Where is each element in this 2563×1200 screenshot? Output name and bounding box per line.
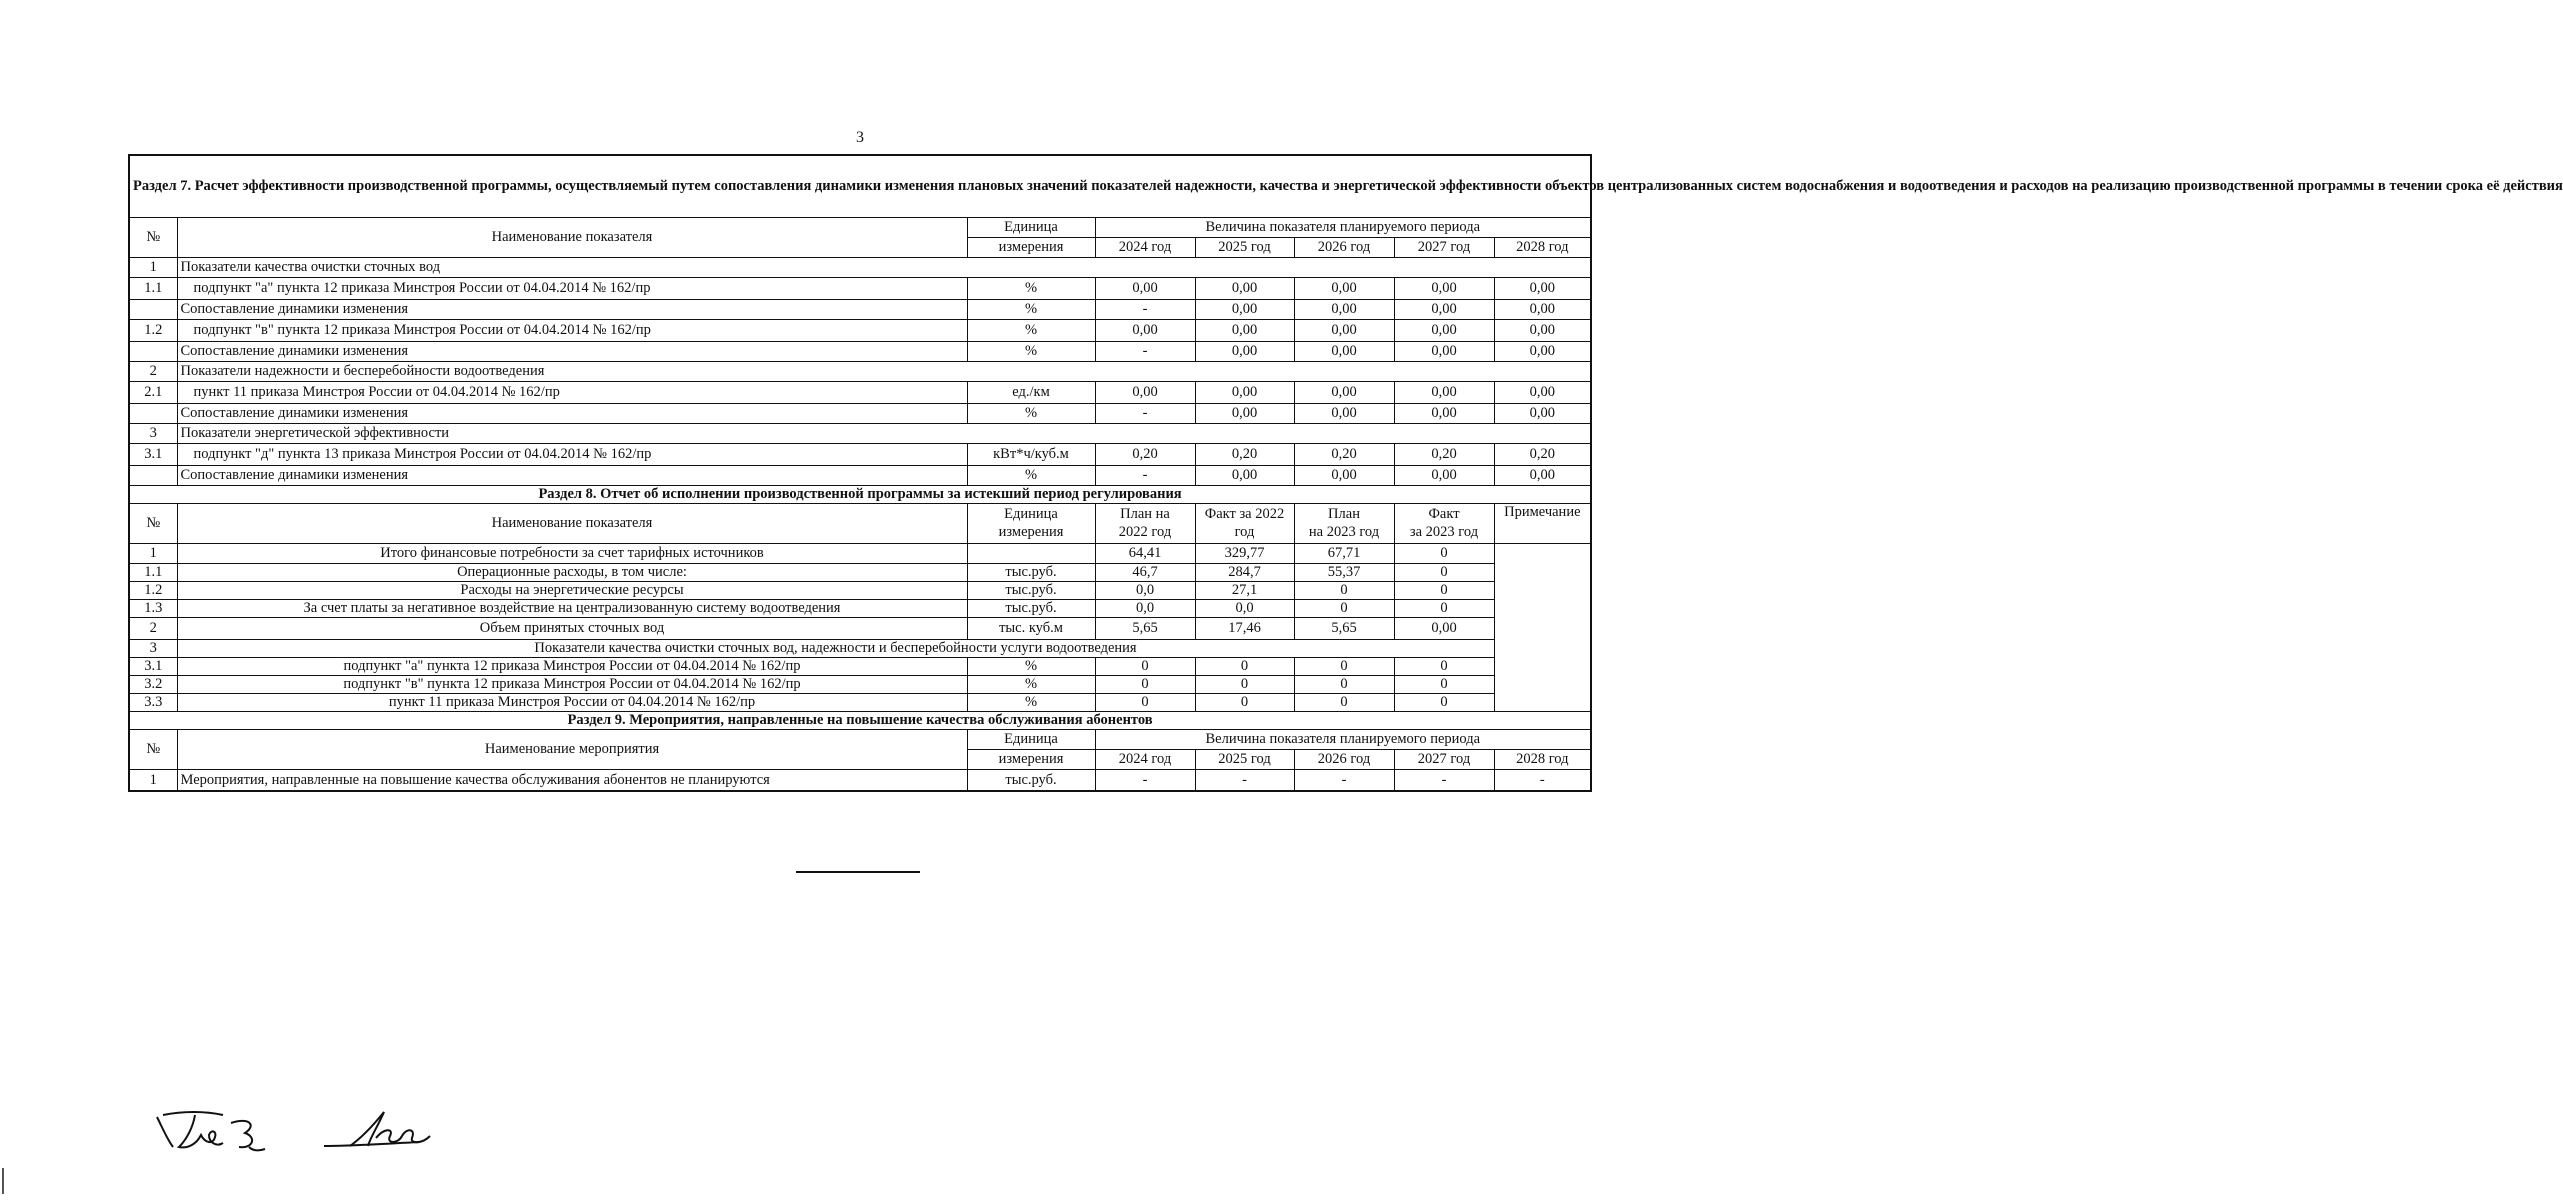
row-value: 0,0	[1195, 599, 1294, 617]
group-label: Показатели качества очистки сточных вод	[177, 257, 1591, 277]
table-row	[129, 403, 1591, 423]
row-value: 0,00	[1195, 341, 1294, 361]
main-table	[128, 154, 2563, 792]
row-value: 329,77	[1195, 543, 1294, 563]
table-row	[129, 599, 1591, 617]
table-row	[129, 277, 1591, 299]
col-period-header: Величина показателя планируемого периода	[1095, 217, 1591, 237]
col-num-header: №	[129, 503, 177, 543]
row-value: 284,7	[1195, 563, 1294, 581]
row-num: 2	[129, 617, 177, 639]
row-unit: %	[967, 675, 1095, 693]
section9-title: Раздел 9. Мероприятия, направленные на повышение качества обслуживания абонентов	[129, 711, 1591, 729]
row-value: 0	[1294, 599, 1394, 617]
row-name: За счет платы за негативное воздействие на централизованную систему водоотведения	[177, 599, 967, 617]
row-num: 3	[129, 639, 177, 657]
row-value: 0,00	[1195, 299, 1294, 319]
row-value: 0	[1195, 675, 1294, 693]
row-num: 1	[129, 769, 177, 791]
header-line: План	[1328, 506, 1360, 522]
table-row	[129, 617, 1591, 639]
row-value: 0,00	[1494, 403, 1591, 423]
signature-left	[153, 1103, 273, 1159]
row-value: 0,00	[1095, 277, 1195, 299]
row-value: 0,00	[1394, 381, 1494, 403]
table-row	[129, 543, 1591, 563]
row-value: -	[1195, 769, 1294, 791]
row-value: 0	[1195, 657, 1294, 675]
row-unit: %	[967, 319, 1095, 341]
row-value: 0,00	[1494, 319, 1591, 341]
row-value: 0,00	[1095, 319, 1195, 341]
row-value: 0	[1294, 657, 1394, 675]
row-unit: тыс.руб.	[967, 581, 1095, 599]
row-name: подпункт "д" пункта 13 приказа Минстроя России от 04.04.2014 № 162/пр	[177, 443, 967, 465]
row-value: 0	[1394, 657, 1494, 675]
row-value: 55,37	[1294, 563, 1394, 581]
header-line: на 2023 год	[1308, 524, 1380, 540]
section7-title: Раздел 7. Расчет эффективности производственной программы, осуществляемый путем сопоставления динамики изменения плановых значений показателей надежности, качества и энергетической эффективности объектов централизованных систем водоснабжения и водоотведения и расходов на реализацию производственной программы в течении срока её действия	[129, 155, 1591, 217]
row-unit: %	[967, 299, 1095, 319]
row-value: 0,0	[1095, 599, 1195, 617]
row-name: Расходы на энергетические ресурсы	[177, 581, 967, 599]
row-name: Сопоставление динамики изменения	[177, 299, 967, 319]
row-value: 0,00	[1494, 299, 1591, 319]
row-value: 0	[1394, 581, 1494, 599]
row-name: подпункт "а" пункта 12 приказа Минстроя России от 04.04.2014 № 162/пр	[177, 657, 967, 675]
row-num: 1	[129, 257, 177, 277]
row-value: 0,00	[1294, 319, 1394, 341]
scan-edge-mark	[2, 1168, 4, 1194]
row-value: 0,0	[1095, 581, 1195, 599]
year-header: 2024 год	[1095, 237, 1195, 257]
row-unit: %	[967, 403, 1095, 423]
row-unit	[967, 543, 1095, 563]
row-name: подпункт "в" пункта 12 приказа Минстроя России от 04.04.2014 № 162/пр	[177, 675, 967, 693]
table-row	[129, 657, 1591, 675]
col-name-header: Наименование показателя	[177, 503, 967, 543]
row-unit: тыс.руб.	[967, 599, 1095, 617]
row-value: -	[1095, 769, 1195, 791]
year-header: 2026 год	[1294, 237, 1394, 257]
row-value: 0,00	[1394, 341, 1494, 361]
row-name: Сопоставление динамики изменения	[177, 465, 967, 485]
row-value: 0,20	[1394, 443, 1494, 465]
row-value: 0,00	[1394, 277, 1494, 299]
header-line: Факт за 2022	[1204, 506, 1285, 522]
row-value: 0	[1095, 657, 1195, 675]
row-value: 64,41	[1095, 543, 1195, 563]
table-row	[129, 381, 1591, 403]
table-row	[129, 563, 1591, 581]
section8-header-row	[129, 503, 1591, 543]
table-row	[129, 675, 1591, 693]
row-name: пункт 11 приказа Минстроя России от 04.04.2014 № 162/пр	[177, 693, 967, 711]
row-value: 0,20	[1095, 443, 1195, 465]
col-unit-header: Единица	[967, 729, 1095, 749]
row-value: 0	[1394, 599, 1494, 617]
row-num	[129, 465, 177, 485]
row-value: 0,00	[1394, 617, 1494, 639]
row-name: Мероприятия, направленные на повышение качества обслуживания абонентов не планируются	[177, 769, 967, 791]
year-header: 2025 год	[1195, 237, 1294, 257]
row-value: 0	[1095, 693, 1195, 711]
row-value: -	[1394, 769, 1494, 791]
row-value: 0,00	[1494, 277, 1591, 299]
group-row	[129, 423, 1591, 443]
row-value: 0	[1394, 543, 1494, 563]
row-value: 0,00	[1195, 319, 1294, 341]
row-name: подпункт "в" пункта 12 приказа Минстроя России от 04.04.2014 № 162/пр	[177, 319, 967, 341]
row-num: 3.2	[129, 675, 177, 693]
group-label: Показатели надежности и бесперебойности водоотведения	[177, 361, 1591, 381]
row-value: 0	[1394, 693, 1494, 711]
row-num: 3.3	[129, 693, 177, 711]
row-num: 3	[129, 423, 177, 443]
row-value: 0,00	[1095, 381, 1195, 403]
group-row	[129, 639, 1591, 657]
section7-title-row	[129, 155, 1591, 217]
row-unit: %	[967, 277, 1095, 299]
row-unit: %	[967, 341, 1095, 361]
header-line: 2022 год	[1118, 524, 1172, 540]
table-row	[129, 581, 1591, 599]
section8-title-row	[129, 485, 1591, 503]
row-num: 1	[129, 543, 177, 563]
col-note-header: Примечание	[1494, 503, 1591, 543]
row-value: 0,00	[1494, 341, 1591, 361]
signature-right	[320, 1106, 440, 1156]
row-value: 0,00	[1195, 465, 1294, 485]
year-header: 2025 год	[1195, 749, 1294, 769]
section9-header-row	[129, 729, 1591, 749]
row-value: 0,00	[1294, 341, 1394, 361]
row-value: 0,00	[1394, 403, 1494, 423]
row-value: -	[1294, 769, 1394, 791]
year-header: 2027 год	[1394, 237, 1494, 257]
group-label: Показатели энергетической эффективности	[177, 423, 1591, 443]
table-row	[129, 443, 1591, 465]
row-value: 67,71	[1294, 543, 1394, 563]
row-value: 0,00	[1195, 381, 1294, 403]
col-name-header: Наименование мероприятия	[177, 729, 967, 769]
row-num	[129, 299, 177, 319]
col-unit-header-2: измерения	[967, 749, 1095, 769]
row-name: Объем принятых сточных вод	[177, 617, 967, 639]
row-num: 2	[129, 361, 177, 381]
row-num: 3.1	[129, 657, 177, 675]
row-value: 27,1	[1195, 581, 1294, 599]
row-value: -	[1095, 341, 1195, 361]
row-value: 0,00	[1294, 381, 1394, 403]
row-value: 0,00	[1195, 403, 1294, 423]
row-value: 0,20	[1494, 443, 1591, 465]
col-unit-header: Единица	[967, 217, 1095, 237]
row-value: 0,00	[1494, 381, 1591, 403]
end-rule	[796, 871, 920, 873]
col-num-header: №	[129, 729, 177, 769]
col-name-header: Наименование показателя	[177, 217, 967, 257]
row-num: 1.1	[129, 563, 177, 581]
row-value: 0,00	[1294, 465, 1394, 485]
row-num: 3.1	[129, 443, 177, 465]
row-value: 0,00	[1394, 299, 1494, 319]
group-label: Показатели качества очистки сточных вод, надежности и бесперебойности услуги водоотведения	[177, 639, 1494, 657]
row-value: -	[1095, 299, 1195, 319]
row-name: пункт 11 приказа Минстроя России от 04.04.2014 № 162/пр	[177, 381, 967, 403]
row-value: 0	[1294, 581, 1394, 599]
header-line: Факт	[1428, 506, 1460, 522]
document-table-frame	[128, 154, 2563, 792]
row-num: 2.1	[129, 381, 177, 403]
row-unit: тыс.руб.	[967, 563, 1095, 581]
row-value: -	[1494, 769, 1591, 791]
row-value: 0,00	[1294, 299, 1394, 319]
row-value: 0	[1095, 675, 1195, 693]
header-line: Единица	[1004, 506, 1058, 522]
group-row	[129, 257, 1591, 277]
year-header: 2028 год	[1494, 749, 1591, 769]
row-name: Сопоставление динамики изменения	[177, 341, 967, 361]
row-value: 0	[1294, 675, 1394, 693]
row-num: 1.3	[129, 599, 177, 617]
row-value: 0,20	[1294, 443, 1394, 465]
row-value: -	[1095, 403, 1195, 423]
year-header: 2027 год	[1394, 749, 1494, 769]
col-period-header: Величина показателя планируемого периода	[1095, 729, 1591, 749]
row-value: 0,00	[1294, 403, 1394, 423]
row-value: 0	[1394, 563, 1494, 581]
row-unit: ед./км	[967, 381, 1095, 403]
row-unit: тыс. куб.м	[967, 617, 1095, 639]
table-row	[129, 319, 1591, 341]
section7-header-row	[129, 217, 1591, 237]
year-header: 2028 год	[1494, 237, 1591, 257]
row-unit: %	[967, 657, 1095, 675]
section8-title: Раздел 8. Отчет об исполнении производственной программы за истекший период регулирования	[129, 485, 1591, 503]
row-num: 1.2	[129, 581, 177, 599]
row-unit: тыс.руб.	[967, 769, 1095, 791]
table-row	[129, 465, 1591, 485]
row-value: 0	[1394, 675, 1494, 693]
header-line: год	[1234, 524, 1255, 540]
header-line: План на	[1120, 506, 1170, 522]
row-unit: %	[967, 693, 1095, 711]
row-value: 0	[1294, 693, 1394, 711]
row-value: 0,00	[1394, 319, 1494, 341]
row-value: 5,65	[1095, 617, 1195, 639]
section9-title-row	[129, 711, 1591, 729]
row-num	[129, 403, 177, 423]
page-number: 3	[856, 129, 864, 146]
row-value: 0,00	[1494, 465, 1591, 485]
row-num: 1.2	[129, 319, 177, 341]
row-name: Итого финансовые потребности за счет тарифных источников	[177, 543, 967, 563]
row-unit: %	[967, 465, 1095, 485]
row-value: 0,20	[1195, 443, 1294, 465]
row-name: Сопоставление динамики изменения	[177, 403, 967, 423]
row-unit: кВт*ч/куб.м	[967, 443, 1095, 465]
row-value: 5,65	[1294, 617, 1394, 639]
row-value: 0	[1195, 693, 1294, 711]
col-unit-header-2: измерения	[967, 237, 1095, 257]
group-row	[129, 361, 1591, 381]
row-name: Операционные расходы, в том числе:	[177, 563, 967, 581]
table-row	[129, 769, 1591, 791]
row-value: 0,00	[1195, 277, 1294, 299]
row-value: 17,46	[1195, 617, 1294, 639]
table-row	[129, 341, 1591, 361]
row-value: 0,00	[1394, 465, 1494, 485]
row-value: 46,7	[1095, 563, 1195, 581]
year-header: 2026 год	[1294, 749, 1394, 769]
row-value: 0,00	[1294, 277, 1394, 299]
header-line: за 2023 год	[1409, 524, 1479, 540]
note-cell	[1494, 543, 1591, 711]
row-num: 1.1	[129, 277, 177, 299]
table-row	[129, 693, 1591, 711]
year-header: 2024 год	[1095, 749, 1195, 769]
row-num	[129, 341, 177, 361]
row-value: -	[1095, 465, 1195, 485]
col-num-header: №	[129, 217, 177, 257]
header-line: измерения	[998, 524, 1064, 540]
row-name: подпункт "а" пункта 12 приказа Минстроя России от 04.04.2014 № 162/пр	[177, 277, 967, 299]
table-row	[129, 299, 1591, 319]
